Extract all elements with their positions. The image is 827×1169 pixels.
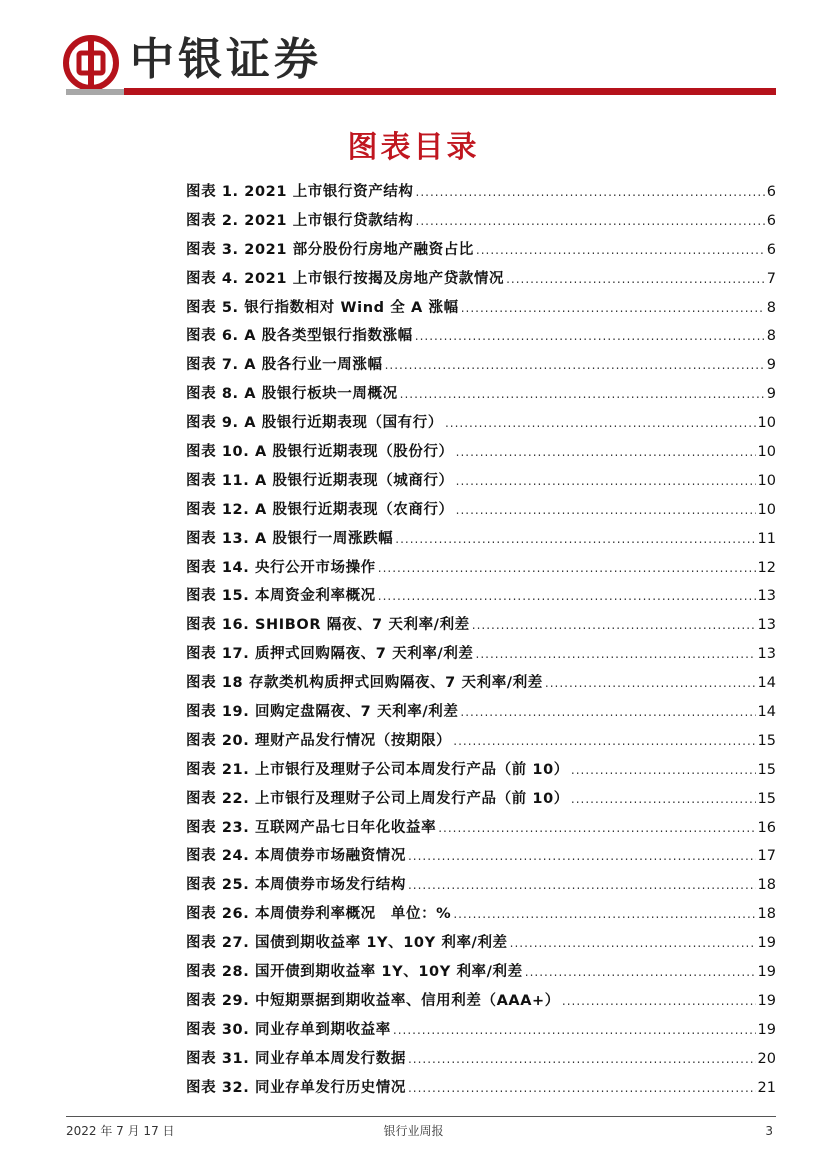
toc-entry-page: 19 (757, 935, 776, 952)
footer-page-number: 3 (765, 1124, 773, 1138)
toc-entry-label: 图表 9. A 股银行近期表现（国有行） (186, 415, 443, 432)
toc-entry-label: 图表 17. 质押式回购隔夜、7 天利率/利差 (186, 646, 474, 663)
footer-report-name: 银行业周报 (383, 1124, 444, 1138)
toc-entry-page: 6 (766, 184, 776, 200)
toc-entry-label: 图表 23. 互联网产品七日年化收益率 (186, 819, 437, 836)
toc-entry-page: 6 (766, 212, 776, 229)
toc-entry-label: 图表 5. 银行指数相对 Wind 全 A 涨幅 (186, 299, 459, 316)
dot-leader (416, 178, 765, 207)
toc-entry-page: 8 (766, 328, 776, 345)
dot-leader (393, 1016, 756, 1045)
toc-entry-label: 图表 3. 2021 部分股份行房地产融资占比 (186, 241, 474, 258)
dot-leader (395, 525, 755, 554)
dot-leader (456, 438, 756, 467)
dot-leader (378, 582, 756, 611)
dot-leader (385, 351, 765, 380)
dot-leader (510, 929, 756, 958)
toc-entry-link[interactable] (186, 178, 776, 207)
toc-entry-page: 13 (757, 646, 776, 663)
dot-leader (525, 958, 756, 987)
dot-leader (400, 380, 765, 409)
dot-leader (438, 814, 755, 843)
dot-leader (460, 698, 755, 727)
toc-entry-label: 图表 8. A 股银行板块一周概况 (186, 386, 398, 403)
dot-leader (408, 1045, 756, 1074)
dot-leader (453, 727, 755, 756)
dot-leader (408, 871, 756, 900)
dot-leader (545, 669, 756, 698)
toc-entry-link[interactable] (186, 236, 776, 265)
toc-entry-page: 16 (757, 819, 776, 836)
toc-entry-page: 10 (757, 472, 776, 489)
dot-leader (378, 554, 756, 583)
toc-entry-page: 21 (757, 1079, 776, 1096)
toc-entry-label: 图表 16. SHIBOR 隔夜、7 天利率/利差 (186, 617, 470, 634)
toc-entry-link[interactable] (186, 582, 776, 611)
toc-entry-link[interactable] (186, 611, 776, 640)
brand-name: 中银证券 (130, 34, 322, 85)
toc-entry-link[interactable] (186, 669, 776, 698)
header-rule-red (124, 88, 776, 95)
dot-leader (415, 322, 765, 351)
toc-title: 图表目录 (347, 130, 480, 165)
toc-entry-page: 7 (766, 270, 776, 287)
dot-leader (456, 496, 756, 525)
toc-entry-link[interactable] (186, 698, 776, 727)
dot-leader (416, 207, 765, 236)
toc-entry-page: 15 (757, 790, 776, 807)
dot-leader (571, 785, 756, 814)
toc-entry-label: 图表 20. 理财产品发行情况（按期限） (186, 732, 452, 749)
toc-entry-label: 图表 4. 2021 上市银行按揭及房地产贷款情况 (186, 270, 505, 287)
dot-leader (571, 756, 756, 785)
toc-entry-label: 图表 6. A 股各类型银行指数涨幅 (186, 328, 413, 345)
toc-entry-page: 12 (757, 559, 776, 576)
toc-entry-page: 14 (757, 704, 776, 721)
toc-entry-link[interactable] (186, 294, 776, 323)
dot-leader (476, 236, 765, 265)
toc-entry-link[interactable] (186, 351, 776, 380)
toc-entry-label: 图表 7. A 股各行业一周涨幅 (186, 357, 383, 374)
toc-entry-link[interactable] (186, 871, 776, 900)
toc-entry-page: 10 (757, 444, 776, 461)
toc-entry-label: 图表 30. 同业存单到期收益率 (186, 1021, 391, 1038)
toc-entry-page: 15 (757, 761, 776, 778)
dot-leader (461, 294, 765, 323)
toc-entry-label: 图表 14. 央行公开市场操作 (186, 559, 376, 576)
bank-of-china-logo-icon (62, 34, 120, 92)
toc-entry-label: 图表 31. 同业存单本周发行数据 (186, 1050, 406, 1067)
toc-entry-page: 18 (757, 906, 776, 923)
toc-entry-page: 11 (757, 530, 776, 547)
toc-entry-page: 14 (757, 675, 776, 692)
toc-entry-label: 图表 21. 上市银行及理财子公司本周发行产品（前 10） (186, 761, 569, 778)
figure-list (186, 178, 776, 1103)
toc-entry-page: 19 (757, 964, 776, 981)
toc-entry-page: 13 (757, 588, 776, 605)
toc-entry-label: 图表 19. 回购定盘隔夜、7 天利率/利差 (186, 704, 459, 721)
toc-entry-page: 15 (757, 732, 776, 749)
toc-entry-link[interactable] (186, 958, 776, 987)
toc-entry-link[interactable] (186, 322, 776, 351)
toc-entry-link[interactable] (186, 900, 776, 929)
toc-entry-link[interactable] (186, 929, 776, 958)
toc-entry-label: 图表 1. 2021 上市银行资产结构 (186, 184, 414, 200)
toc-entry-link[interactable] (186, 467, 776, 496)
toc-entry-link[interactable] (186, 987, 776, 1016)
toc-entry-label: 图表 18 存款类机构质押式回购隔夜、7 天利率/利差 (186, 675, 543, 692)
toc-entry-label: 图表 15. 本周资金利率概况 (186, 588, 376, 605)
toc-entry-link[interactable] (186, 438, 776, 467)
dot-leader (453, 900, 755, 929)
toc-entry-label: 图表 22. 上市银行及理财子公司上周发行产品（前 10） (186, 790, 569, 807)
dot-leader (472, 611, 756, 640)
toc-entry-link[interactable] (186, 207, 776, 236)
dot-leader (456, 467, 756, 496)
toc-entry-label: 图表 10. A 股银行近期表现（股份行） (186, 444, 454, 461)
toc-entry-label: 图表 28. 国开债到期收益率 1Y、10Y 利率/利差 (186, 964, 523, 981)
toc-entry-page: 19 (757, 992, 776, 1009)
toc-entry-link[interactable] (186, 380, 776, 409)
toc-entry-label: 图表 24. 本周债券市场融资情况 (186, 848, 406, 865)
dot-leader (408, 842, 756, 871)
toc-entry-link[interactable] (186, 640, 776, 669)
toc-entry-link[interactable] (186, 842, 776, 871)
toc-entry-link[interactable] (186, 496, 776, 525)
dot-leader (445, 409, 756, 438)
toc-entry-label: 图表 26. 本周债券利率概况 单位：% (186, 906, 452, 923)
toc-entry-page: 10 (757, 415, 776, 432)
toc-entry-label: 图表 11. A 股银行近期表现（城商行） (186, 472, 454, 489)
toc-entry-label: 图表 2. 2021 上市银行贷款结构 (186, 212, 414, 229)
toc-entry-link[interactable] (186, 814, 776, 843)
dot-leader (476, 640, 756, 669)
toc-entry-page: 19 (757, 1021, 776, 1038)
dot-leader (506, 265, 765, 294)
toc-entry-label: 图表 12. A 股银行近期表现（农商行） (186, 501, 454, 518)
toc-entry-link[interactable] (186, 525, 776, 554)
toc-entry-page: 6 (766, 241, 776, 258)
toc-entry-page: 20 (757, 1050, 776, 1067)
toc-entry-label: 图表 13. A 股银行一周涨跌幅 (186, 530, 394, 547)
toc-entry-label: 图表 29. 中短期票据到期收益率、信用利差（AAA+） (186, 992, 560, 1009)
toc-entry-page: 17 (757, 848, 776, 865)
toc-entry-page: 18 (757, 877, 776, 894)
toc-entry-link[interactable] (186, 727, 776, 756)
toc-entry-link[interactable] (186, 1016, 776, 1045)
dot-leader (408, 1074, 756, 1103)
toc-entry-link[interactable] (186, 1045, 776, 1074)
toc-entry-page: 13 (757, 617, 776, 634)
footer-rule (66, 1116, 776, 1117)
toc-entry-page: 9 (766, 386, 776, 403)
toc-entry-label: 图表 32. 同业存单发行历史情况 (186, 1079, 406, 1096)
toc-entry-page: 10 (757, 501, 776, 518)
toc-entry-label: 图表 25. 本周债券市场发行结构 (186, 877, 406, 894)
toc-entry-label: 图表 27. 国债到期收益率 1Y、10Y 利率/利差 (186, 935, 508, 952)
toc-entry-page: 9 (766, 357, 776, 374)
header-rule-gray (66, 89, 124, 95)
toc-entry-link[interactable] (186, 554, 776, 583)
toc-entry-link[interactable] (186, 265, 776, 294)
toc-entry-page: 8 (766, 299, 776, 316)
dot-leader (562, 987, 756, 1016)
toc-entry-link[interactable] (186, 1074, 776, 1103)
toc-entry-link[interactable] (186, 756, 776, 785)
footer-date: 2022 年 7 月 17 日 (66, 1124, 175, 1138)
toc-entry-link[interactable] (186, 785, 776, 814)
toc-entry-link[interactable] (186, 409, 776, 438)
